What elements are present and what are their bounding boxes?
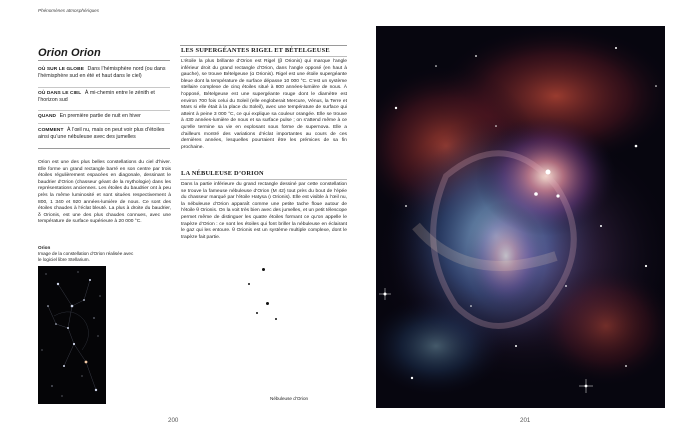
qa-label: OÙ DANS LE CIEL: [38, 91, 82, 96]
section1-heading-divider: [180, 56, 347, 57]
section2-paragraph: Dans la partie inférieure du grand rectangle dessiné par cette constellation se trouve la fameuse nébuleuse d’Orion (M 42) tout près du bout de l’épée du chasseur marqué par l’étoile Hatysa (ι Orionis). Elle est visible à l’œil nu, la nébuleuse d’Orion apparaît comme une petite tache floue autour de l’étoile θ Orionis. On la voit très bien avec des jumelles, et un petit télescope permet même de distinguer les quatre étoiles formant ce qu’on appelle le trapèze d’Orion : ce sont les étoiles qui font briller la nébuleuse en éclairant le gaz qui les entoure. θ Orionis est un système multiple complexe, dont le trapèze fait partie.: [181, 182, 347, 240]
section1-paragraph: L’étoile la plus brillante d’Orion est Rigel (β Orionis) qui marque l’angle inférieur droit du grand rectangle d’Orion, dans l’angle opposé (en haut à gauche), se trouve Bételgeuse (α Orionis). Rigel est une étoile supergéante bleue dont la température de surface dépasse 10 000 °C. C’est un système stellaire complexe de cinq étoiles situé à 800 années-lumière de nous. À l’opposé, Bételgeuse est une supergéante rouge dont le diamètre est environ 700 fois celui du Soleil (elle engloberait Mercure, Vénus, la Terre et Mars si elle était à la place du Soleil), avec une température de surface qui atteint à peine 3 000 °C, ce qui explique sa couleur orangée. Elle se trouve à 430 années-lumière de nous et sa surface pulse ; on s’attend même à ce qu’elle termine sa vie en explosant sous forme de supernova. Elle a d’ailleurs montré des variations d’éclat importantes au cours de ces dernières années, lesquelles pourraient être les prémices de sa fin prochaine.: [181, 59, 347, 150]
page-number-left: 200: [168, 417, 179, 424]
page-number-right: 201: [520, 417, 531, 424]
photo-caption: Nébuleuse d’Orion: [270, 396, 309, 401]
qa-where-globe: [38, 66, 170, 81]
qa-divider: [38, 110, 170, 111]
constellation-caption: [38, 245, 138, 263]
star-dot: [266, 302, 269, 305]
qa-label: QUAND: [38, 114, 57, 119]
qa-divider: [38, 123, 170, 124]
qa-divider: [38, 87, 170, 88]
star-dot: [256, 312, 258, 314]
constellation-caption-title: Orion: [38, 245, 51, 250]
qa-text: À l’œil nu, mais on peut voir plus d’étoiles ainsi qu’une nébuleuse avec des jumelles: [38, 127, 165, 141]
page-title: Orion Orion: [38, 47, 101, 59]
intro-paragraph: Orion est une des plus belles constellations du ciel d’hiver. Elle forme un grand rectangle barré en son centre par trois étoiles régulièrement espacées en diagonale, dessinant le baudrier d’Orion (chasseur géant de la mythologie) dans les représentations anciennes. Les étoiles du baudrier ont à peu près la même luminosité et sont situées respectivement à 800, 1 340 et 920 années-lumière de nous. Ce sont des étoiles chaudes à l’éclat bleuté. La plus à droite du baudrier, δ Orionis, est une des plus chaudes connues, avec une température de surface supérieure à 20 000 °C.: [38, 160, 171, 225]
qa-when: [38, 113, 170, 120]
qa-where-sky: [38, 90, 170, 105]
title-divider: [38, 60, 170, 61]
section2-heading-divider: [180, 179, 347, 180]
section1-heading: LES SUPERGÉANTES RIGEL ET BÉTELGEUSE: [181, 47, 330, 54]
star-dot: [275, 318, 277, 320]
qa-text: En première partie de nuit en hiver: [59, 113, 141, 119]
qa-label: COMMENT: [38, 128, 64, 133]
qa-bottom-divider: [38, 148, 170, 149]
qa-label: OÙ SUR LE GLOBE: [38, 67, 85, 72]
qa-how: [38, 127, 170, 142]
section2-heading: LA NÉBULEUSE D’ORION: [181, 170, 264, 177]
running-header: Phénomènes atmosphériques: [38, 8, 100, 13]
qa-text: À mi-chemin entre le zénith et l’horizon sud: [38, 90, 155, 104]
constellation-caption-text: Image de la constellation d’Orion réalisée avec le logiciel libre Stellarium.: [38, 251, 134, 263]
star-dot: [248, 283, 250, 285]
section-divider-top: [180, 45, 347, 46]
star-dot: [262, 268, 265, 271]
qa-text: Dans l’hémisphère nord (ou dans l’hémisphère sud en été et haut dans le ciel): [38, 66, 166, 80]
constellation-image: [38, 266, 106, 404]
orion-nebula-photo: [376, 26, 665, 408]
